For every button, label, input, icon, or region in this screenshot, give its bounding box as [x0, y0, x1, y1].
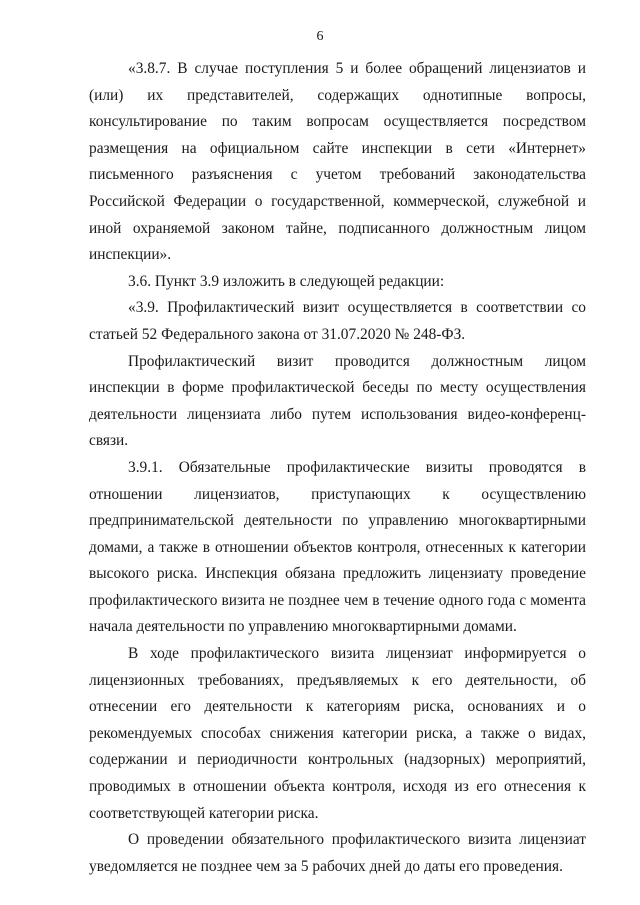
paragraph-3-8-7: «3.8.7. В случае поступления 5 и более обращений лицензиатов и (или) их представителей, содержащих однотипные вопросы, консультирование по таким вопросам осуществляется посредством размещения на официальном сайте инспекции в сети «Интернет» письменного разъяснения с учетом требований законодательства Российской Федерации о государственной, коммерческой, служебной и иной охраняемой законом тайне, подписанного должностным лицом инспекции». — [89, 60, 586, 264]
document-body — [89, 56, 586, 880]
paragraph-3-9-1: 3.9.1. Обязательные профилактические визиты проводятся в отношении лицензиатов, приступающих к осуществлению предпринимательской деятельности по управлению многоквартирными домами, а также в отношении объектов контроля, отнесенных к категории высокого риска. Инспекция обязана предложить лицензиату проведение профилактического визита не позднее чем в течение одного года с момента начала деятельности по управлению многоквартирными домами. — [89, 458, 586, 636]
page-number: 6 — [316, 29, 324, 44]
paragraph-3-6-heading: 3.6. Пункт 3.9 изложить в следующей редакции: — [128, 272, 445, 290]
paragraph-visit-informing: В ходе профилактического визита лицензиат информируется о лицензионных требованиях, предъявляемых к его деятельности, об отнесении его деятельности к категориям риска, основаниях и о рекомендуемых способах снижения категории риска, а также о видах, содержании и периодичности контрольных (надзорных) мероприятий, проводимых в отношении объекта контроля, исходя из его отнесения к соответствующей категории риска. — [89, 645, 586, 822]
paragraph-3-9: «3.9. Профилактический визит осуществляется в соответствии со статьей 52 Федерального закона от 31.07.2020 № 248-ФЗ. — [89, 299, 586, 343]
paragraph-visit-notice: О проведении обязательного профилактического визита лицензиат уведомляется не позднее чем за 5 рабочих дней до даты его проведения. — [89, 831, 586, 875]
paragraph-visit-form: Профилактический визит проводится должностным лицом инспекции в форме профилактической беседы по месту осуществления деятельности лицензиата либо путем использования видео-конференц-связи. — [89, 352, 586, 450]
